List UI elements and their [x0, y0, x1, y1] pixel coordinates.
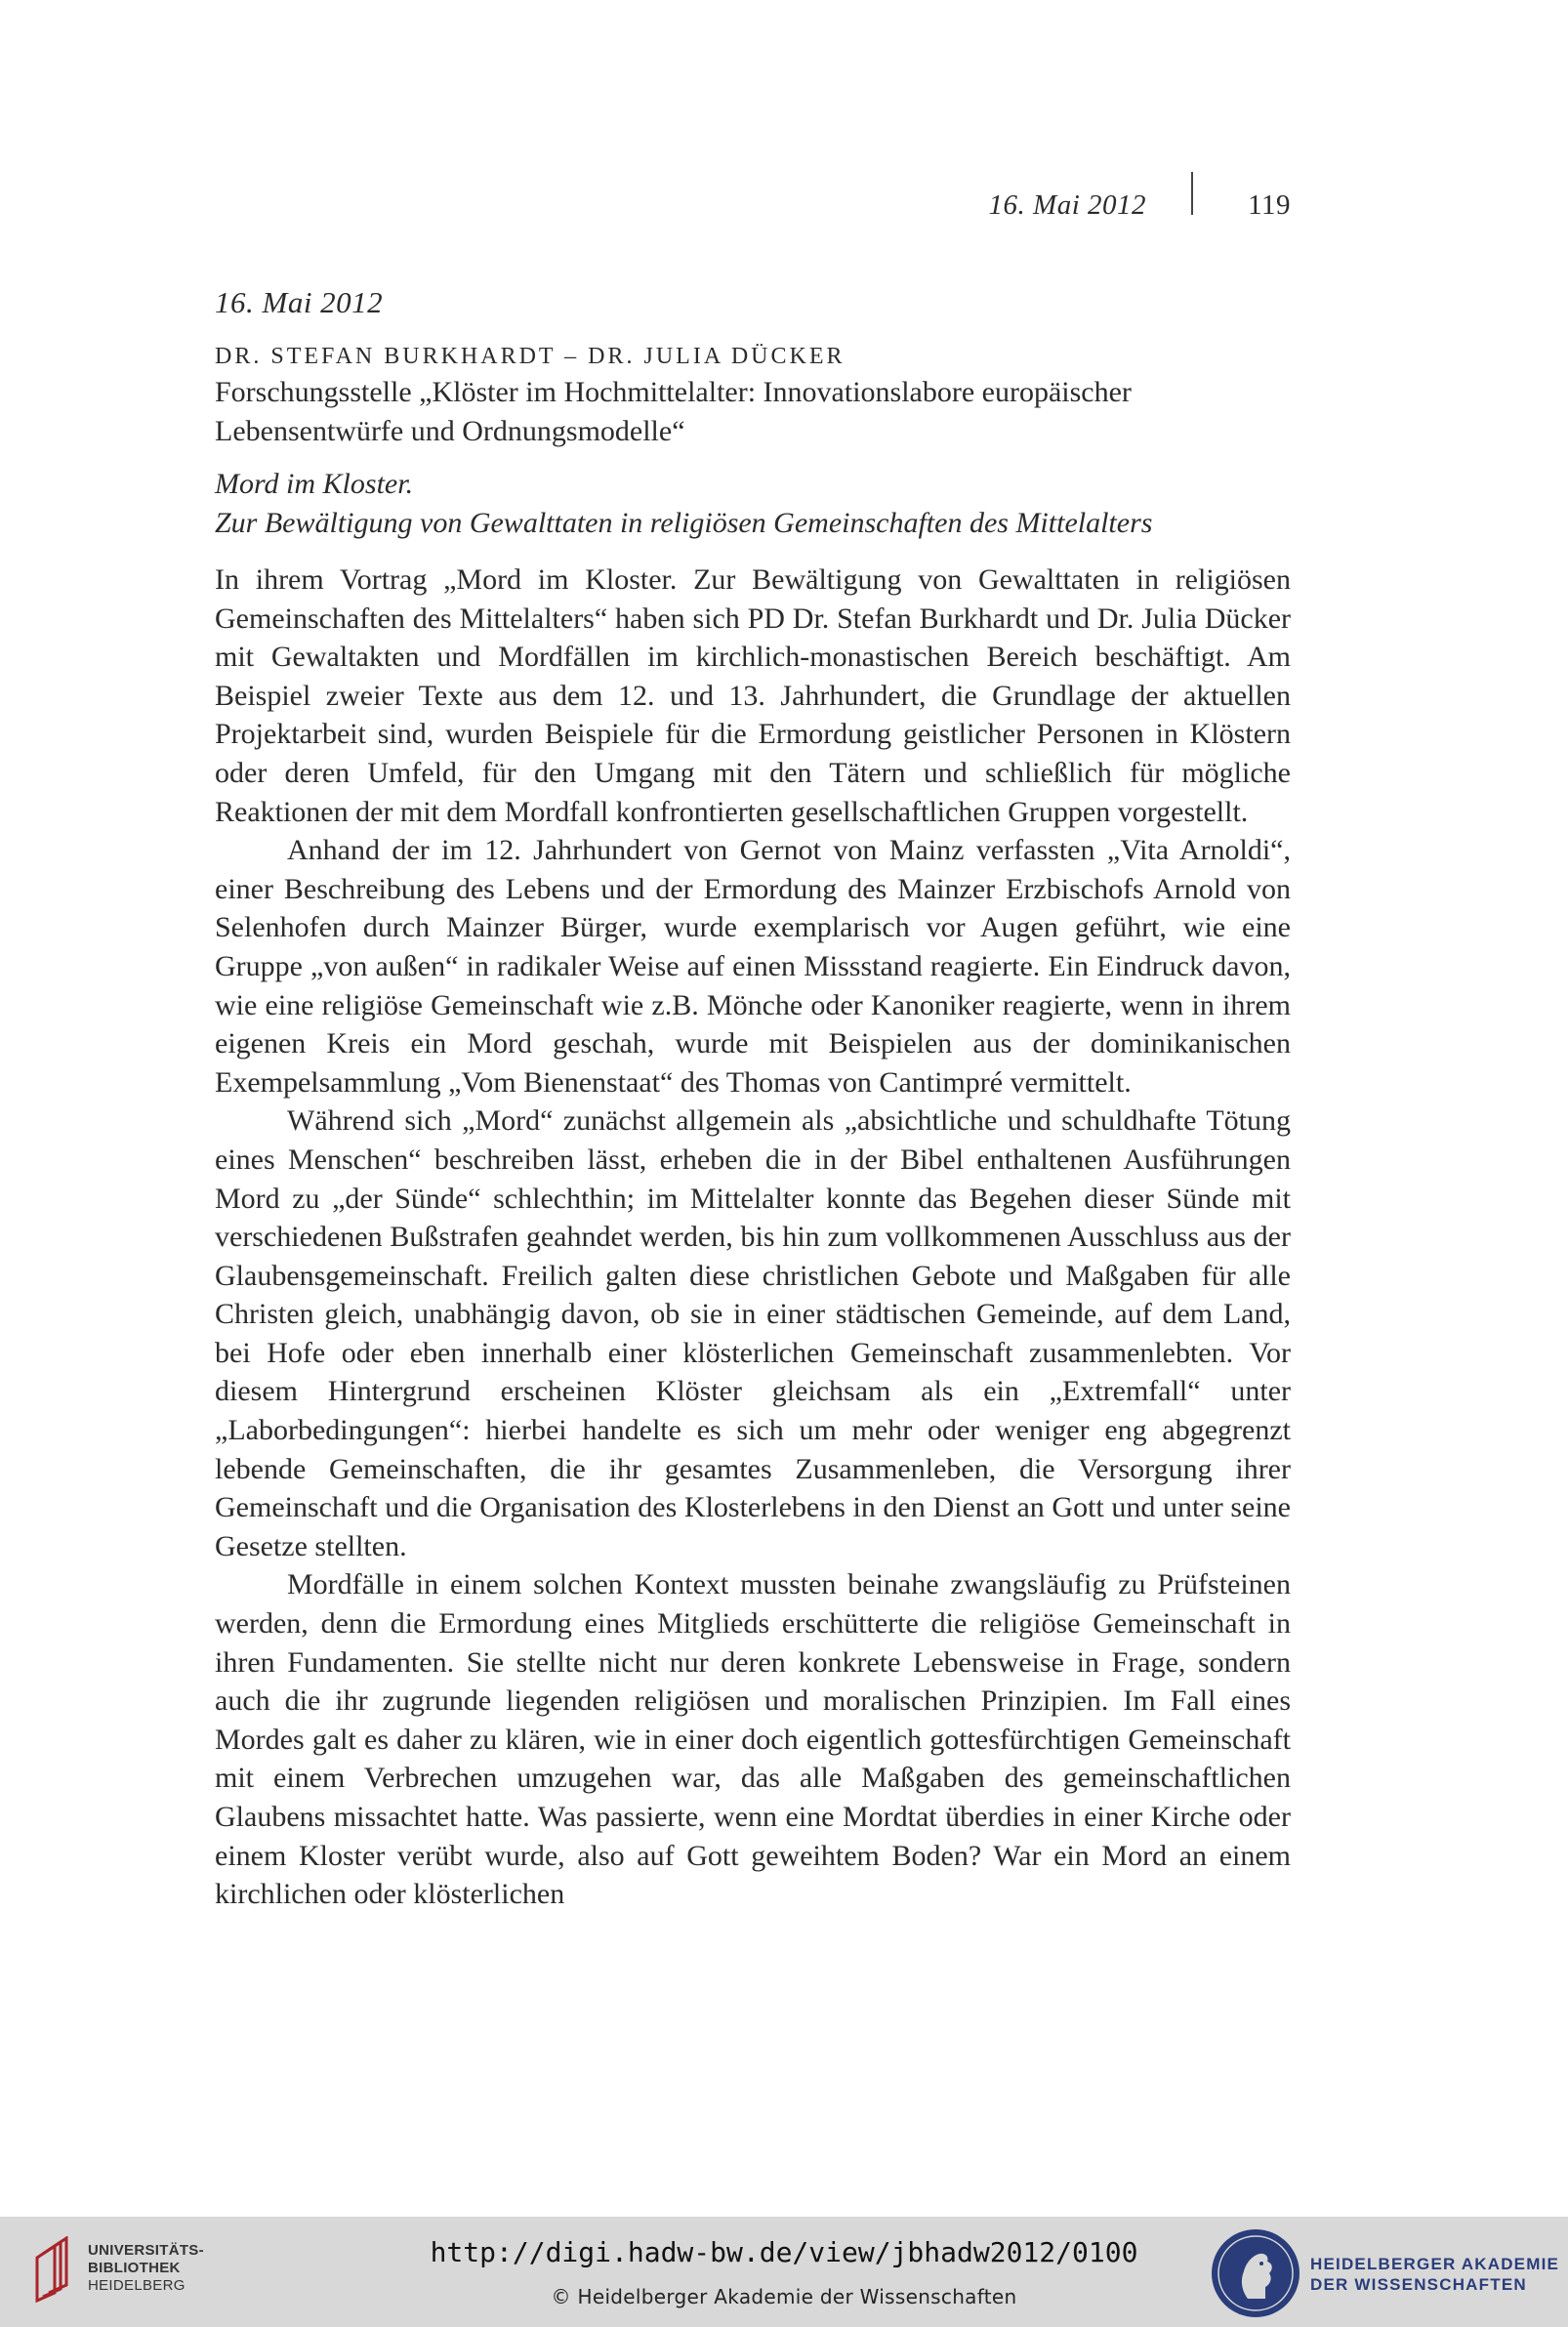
hadw-logo[interactable] [1209, 2224, 1560, 2322]
talk-title [215, 465, 1291, 543]
institution: Forschungsstelle „Klöster im Hochmittelalter: Innovationslabore europäischer Lebensentwürfe und Ordnungsmodelle“ [215, 376, 1132, 447]
ub-line-1: UNIVERSITÄTS- [88, 2242, 204, 2259]
hadw-line-1: HEIDELBERGER AKADEMIE [1310, 2255, 1560, 2273]
ub-line-3: HEIDELBERG [88, 2277, 186, 2294]
footer-bar [0, 2217, 1568, 2327]
entry-date: 16. Mai 2012 [215, 285, 384, 319]
page-number: 119 [1248, 189, 1291, 221]
running-head [879, 184, 1291, 232]
running-head-date: 16. Mai 2012 [988, 189, 1146, 221]
paragraph: Mordfälle in einem solchen Kontext mussten beinahe zwangsläufig zu Prüfsteinen werden, denn die Ermordung eines Mitglieds erschütterte die religiöse Gemeinschaft in ihren Fundamenten. Sie stellte nicht nur deren konkrete Lebensweise in Frage, sondern auch die ihr zugrunde liegenden religiösen und moralischen Prinzipien. Im Fall eines Mordes galt es daher zu klären, wie in einer doch eigentlich gottesfürchtigen Gemeinschaft mit einem Verbrechen umzugehen war, das alle Maßgaben des gemeinschaftlichen Glaubens missachtet hatte. Was passierte, wenn eine Mordtat überdies in einer Kirche oder einem Kloster verübt wurde, also auf Gott geweihtem Boden? War ein Mord an einem kirchlichen oder klösterlichen [215, 1568, 1291, 1911]
paragraph: In ihrem Vortrag „Mord im Kloster. Zur Bewältigung von Gewalttaten in religiösen Gemeinschaften des Mittelalters“ haben sich PD Dr. Stefan Burkhardt und Dr. Julia Dücker mit Gewaltakten und Mordfällen im kirchlich-monastischen Bereich beschäftigt. Am Beispiel zweier Texte aus dem 12. und 13. Jahrhundert, die Grundlage der aktuellen Projektarbeit sind, wurden Beispiele für die Ermordung geistlicher Personen in Klöstern oder deren Umfeld, für den Umgang mit den Tätern und schließlich für mögliche Reaktionen der mit dem Mordfall konfrontierten gesellschaftlichen Gruppen vorgestellt. [215, 563, 1291, 828]
permalink-url[interactable]: http://digi.hadw-bw.de/view/jbhadw2012/0100 [430, 2236, 1138, 2268]
talk-subtitle-line: Zur Bewältigung von Gewalttaten in religiösen Gemeinschaften des Mittelalters [215, 507, 1153, 539]
copyright-notice: © Heidelberger Akademie der Wissenschaften [551, 2285, 1017, 2308]
academy-seal-icon [1209, 2226, 1302, 2320]
hadw-logo-text [1310, 2254, 1559, 2295]
ub-line-2: BIBLIOTHEK [88, 2260, 181, 2276]
paragraph: Anhand der im 12. Jahrhundert von Gernot von Mainz verfassten „Vita Arnoldi“, einer Beschreibung des Lebens und der Ermordung des Mainzer Erzbischofs Arnold von Selenhofen durch Mainzer Bürger, wurde exemplarisch vor Augen geführt, wie eine Gruppe „von außen“ in radikaler Weise auf einen Missstand reagierte. Ein Eindruck davon, wie eine religiöse Gemeinschaft wie z.B. Mönche oder Kanoniker reagierte, wenn in ihrem eigenen Kreis ein Mord geschah, wurde mit Beispielen aus der dominikanischen Exempelsammlung „Vom Bienenstaat“ des Thomas von Cantimpré vermittelt. [215, 834, 1291, 1099]
authors: DR. STEFAN BURKHARDT – DR. JULIA DÜCKER [215, 344, 846, 369]
hadw-line-2: DER WISSENSCHAFTEN [1310, 2275, 1527, 2294]
running-head-divider [1191, 172, 1193, 215]
article [215, 283, 1291, 1914]
talk-title-line: Mord im Kloster. [215, 468, 414, 500]
paragraph: Während sich „Mord“ zunächst allgemein als „absichtliche und schuldhafte Tötung eines Menschen“ beschreiben lässt, erheben die in der Bibel enthaltenen Ausführungen Mord zu „der Sünde“ schlechthin; im Mittelalter konnte das Begehen dieser Sünde mit verschiedenen Bußstrafen geahndet werden, bis hin zum vollkommenen Ausschluss aus der Glaubensgemeinschaft. Freilich galten diese christlichen Gebote und Maßgaben für alle Christen gleich, unabhängig davon, ob sie in einer städtischen Gemeinde, auf dem Land, bei Hofe oder eben innerhalb einer klösterlichen Gemeinschaft zusammenlebten. Vor diesem Hintergrund erscheinen Klöster gleichsam als ein „Extremfall“ unter „Laborbedingungen“: hierbei handelte es sich um mehr oder weniger eng abgegrenzt lebende Gemeinschaften, die ihr gesamtes Zusammenleben, die Versorgung ihrer Gemeinschaft und die Organisation des Klosterlebens in den Dienst an Gott und unter seine Gesetze stellten. [215, 1104, 1291, 1562]
body-text [215, 561, 1291, 1914]
